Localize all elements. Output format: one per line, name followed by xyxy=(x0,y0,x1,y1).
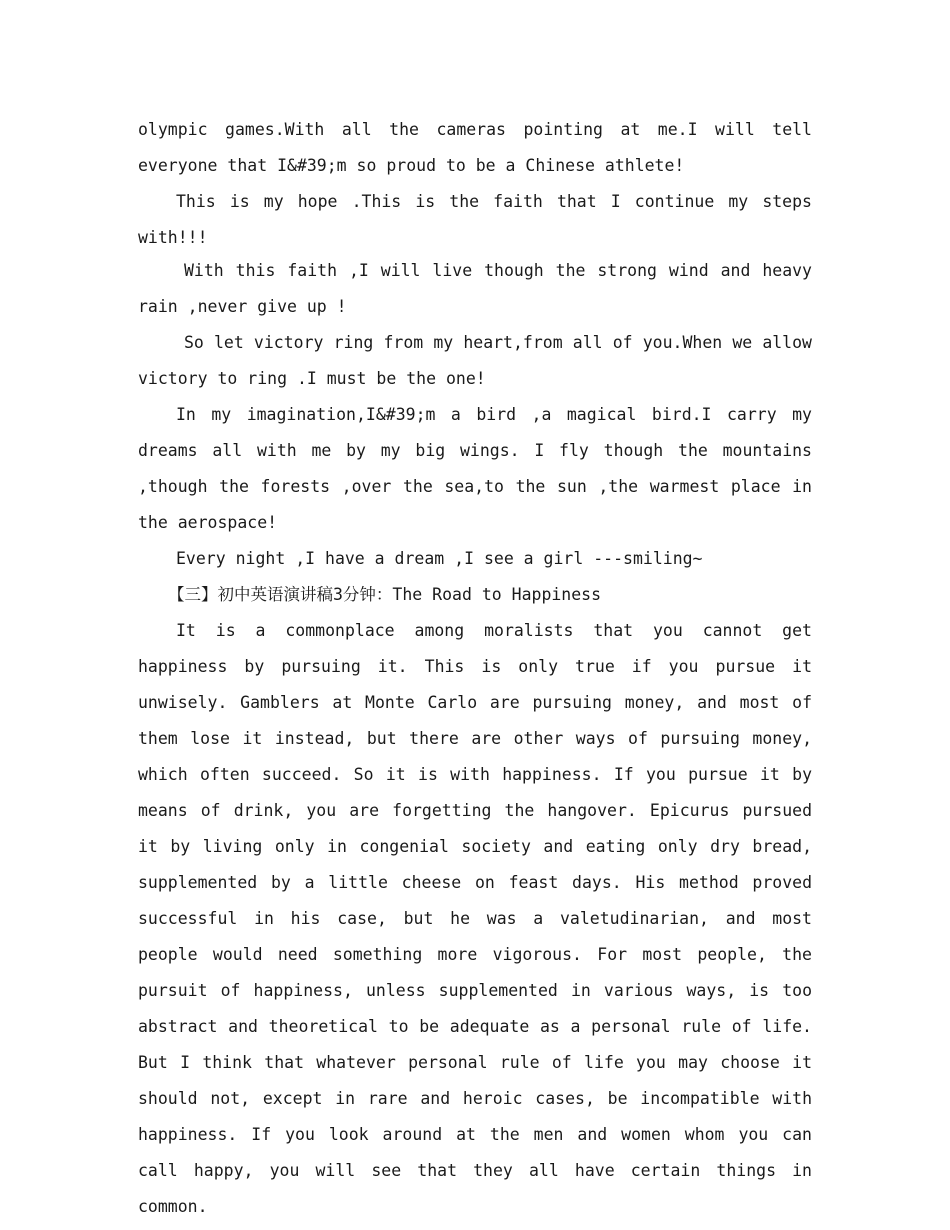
paragraph-imagination: In my imagination,I&#39;m a bird ,a magical bird.I carry my dreams all with me by my big wings. I fly though the mountains ,though the forests ,over the sea,to the sun ,the warmest place in the aerospace! xyxy=(138,405,812,532)
paragraph-faith: With this faith ,I will live though the strong wind and heavy rain ,never give up ! xyxy=(138,261,812,316)
document-body xyxy=(138,112,812,1225)
paragraph-olympic-games: olympic games.With all the cameras pointing at me.I will tell everyone that I&#39;m so proud to be a Chinese athlete! xyxy=(138,120,812,175)
paragraph-every-night: Every night ,I have a dream ,I see a girl ---smiling~ xyxy=(176,549,703,568)
paragraph-victory: So let victory ring from my heart,from all of you.When we allow victory to ring .I must be the one! xyxy=(138,333,812,388)
paragraph-road-to-happiness: It is a commonplace among moralists that you cannot get happiness by pursuing it. This is only true if you pursue it unwisely. Gamblers at Monte Carlo are pursuing money, and most of them lose it instead, but there are other ways of pursuing money, which often succeed. So it is with happiness. If you pursue it by means of drink, you are forgetting the hangover. Epicurus pursued it by living only in congenial society and eating only dry bread, supplemented by a little cheese on feast days. His method proved successful in his case, but he was a valetudinarian, and most people would need something more vigorous. For most people, the pursuit of happiness, unless supplemented in various ways, is too abstract and theoretical to be adequate as a personal rule of life. But I think that whatever personal rule of life you may choose it should not, except in rare and heroic cases, be incompatible with happiness. If you look around at the men and women whom you can call happy, you will see that they all have certain things in common. xyxy=(138,621,812,1216)
section-heading: 【三】初中英语演讲稿3分钟：The Road to Happiness xyxy=(168,585,602,604)
paragraph-hope: This is my hope .This is the faith that I continue my steps with!!! xyxy=(138,192,812,247)
